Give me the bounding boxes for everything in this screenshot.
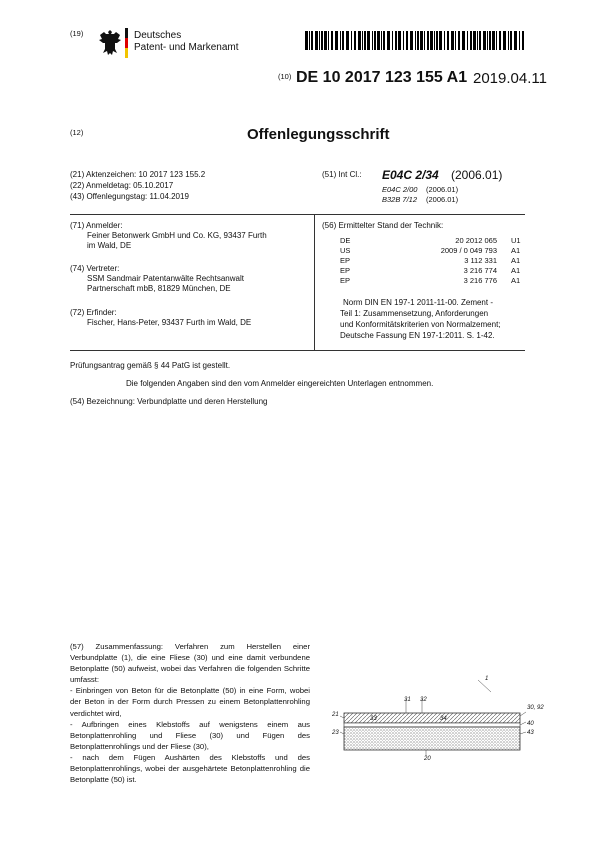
- barcode-bar: [342, 31, 344, 50]
- flag-black: [125, 28, 128, 38]
- barcode-bar: [479, 31, 481, 50]
- barcode-bar: [430, 31, 433, 50]
- barcode-bar: [354, 31, 356, 50]
- barcode-bar: [420, 31, 423, 50]
- concrete-slab: [344, 727, 520, 750]
- field-43: (43) Offenlegungstag: 11.04.2019: [70, 192, 189, 201]
- code-10: (10): [278, 72, 292, 81]
- barcode-bar: [321, 31, 323, 50]
- citation-kind: A1: [511, 256, 521, 265]
- ipc-2-date: (2006.01): [426, 185, 459, 194]
- publication-date: 2019.04.11: [473, 70, 547, 87]
- ref-label-1: 1: [485, 676, 489, 682]
- barcode-bar: [473, 31, 476, 50]
- box-bottom-rule: [70, 350, 525, 351]
- barcode-bar: [483, 31, 486, 50]
- barcode-bar: [462, 31, 465, 50]
- abstract: [70, 641, 310, 785]
- barcode-bar: [427, 31, 429, 50]
- npl-line3: und Konformitätskriterien von Normalzement;: [340, 320, 501, 329]
- barcode-bar: [305, 31, 308, 50]
- citation-country: EP: [340, 266, 351, 275]
- barcode-bar: [406, 31, 408, 50]
- inventor-line1: Fischer, Hans-Peter, 93437 Furth im Wald, DE: [87, 318, 252, 327]
- representative-line1: SSM Sandmair Patentanwälte Rechtsanwalt: [87, 274, 244, 283]
- citation-kind: A1: [511, 246, 521, 255]
- citation-number: 3 216 776: [463, 276, 497, 285]
- citation-kind: U1: [511, 236, 521, 245]
- applicant-line1: Feiner Betonwerk GmbH und Co. KG, 93437 Furth: [87, 231, 267, 240]
- npl-line1: Norm DIN EN 197-1 2011-11-00. Zement -: [343, 298, 493, 307]
- document-type-title: Offenlegungsschrift: [247, 126, 390, 143]
- ref-label-20: 20: [424, 756, 431, 762]
- barcode-bar: [487, 31, 488, 50]
- barcode-bar: [346, 31, 349, 50]
- office-name-line2: Patent- und Markenamt: [134, 42, 239, 53]
- barcode-bar: [434, 31, 435, 50]
- patent-drawing-figure: [326, 672, 548, 780]
- barcode-bar: [340, 31, 341, 50]
- field-71-label: (71) Anmelder:: [70, 221, 123, 230]
- federal-eagle-icon: [99, 30, 121, 55]
- barcode-bars: [305, 31, 524, 50]
- adhesive-layer: [344, 723, 520, 727]
- citation-number: 3 216 774: [463, 266, 497, 275]
- abstract-step-3: - nach dem Fügen Aushärten des Klebstoffs und des Betonplattenrohlings, wobei der ausgehärtete Betonplattenrohling die Betonplatte (50) ist.: [70, 752, 310, 785]
- code-19: (19): [70, 29, 84, 38]
- code-12: (12): [70, 128, 84, 137]
- office-name-line1: Deutsches: [134, 30, 182, 41]
- barcode-bar: [372, 31, 373, 50]
- citation-number: 3 112 331: [464, 256, 497, 265]
- ref-label-21: 21: [332, 712, 339, 718]
- barcode-bar: [374, 31, 376, 50]
- box-divider: [314, 214, 315, 351]
- barcode-bar: [514, 31, 517, 50]
- barcode-bar: [364, 31, 366, 50]
- citation-country: DE: [340, 236, 351, 245]
- barcode-bar: [395, 31, 397, 50]
- citation-country: EP: [340, 276, 351, 285]
- barcode-bar: [477, 31, 478, 50]
- barcode-bar: [403, 31, 404, 50]
- barcode-bar: [392, 31, 393, 50]
- barcode-bar: [455, 31, 456, 50]
- barcode-bar: [311, 31, 313, 50]
- barcode-bar: [451, 31, 454, 50]
- barcode-bar: [436, 31, 438, 50]
- citation-number: 2009 / 0 049 793: [440, 246, 497, 255]
- barcode-bar: [458, 31, 460, 50]
- abstract-step-2: - Aufbringen eines Klebstoffs auf wenigstens einem aus Betonplattenrohling und Fliese (30) und Fügen des Betonplattenrohlings und der Fliese (30),: [70, 719, 310, 751]
- ipc-3-code: B32B 7/12: [382, 195, 418, 204]
- barcode-bar: [309, 31, 310, 50]
- ref-label-43: 43: [527, 730, 534, 736]
- ref-label-33: 33: [370, 716, 377, 722]
- barcode-bar: [424, 31, 425, 50]
- barcode-bar: [319, 31, 320, 50]
- ref-label-23: 23: [332, 730, 339, 736]
- barcode-bar: [519, 31, 520, 50]
- barcode-bar: [398, 31, 401, 50]
- barcode-bar: [492, 31, 495, 50]
- ref-label-40: 40: [527, 721, 534, 727]
- ipc-3-date: (2006.01): [426, 195, 459, 204]
- box-top-rule: [70, 214, 525, 215]
- barcode-bar: [417, 31, 419, 50]
- field-54-title: (54) Bezeichnung: Verbundplatte und deren Herstellung: [70, 397, 268, 406]
- applicant-line2: im Wald, DE: [87, 241, 132, 250]
- applicant-info-note: Die folgenden Angaben sind den vom Anmelder eingereichten Unterlagen entnommen.: [126, 379, 434, 388]
- npl-line4: Deutsche Fassung EN 197-1:2011. S. 1-42.: [340, 331, 495, 340]
- ipc-2-code: E04C 2/00: [382, 185, 418, 194]
- field-51-label: (51) Int Cl.:: [322, 170, 362, 179]
- barcode-bar: [510, 31, 512, 50]
- barcode-bar: [335, 31, 338, 50]
- barcode-bar: [377, 31, 380, 50]
- barcode-bar: [362, 31, 363, 50]
- citation-kind: A1: [511, 266, 521, 275]
- abstract-step-1: - Einbringen von Beton für die Betonplatte (50) in eine Form, wobei der Beton in der Form durch Pressen zu einem Betonplattenrohling verdichtet wird,: [70, 686, 310, 718]
- flag-red: [125, 38, 128, 48]
- barcode-bar: [415, 31, 416, 50]
- ref-label-34: 34: [440, 716, 447, 722]
- barcode-bar: [331, 31, 333, 50]
- barcode-bar: [315, 31, 318, 50]
- barcode-bar: [489, 31, 491, 50]
- ref-label-32: 32: [420, 697, 427, 703]
- citation-country: EP: [340, 256, 351, 265]
- barcode-bar: [324, 31, 327, 50]
- ref-label-31: 31: [404, 697, 411, 703]
- barcode-bar: [367, 31, 370, 50]
- barcode-bar: [499, 31, 501, 50]
- publication-number: DE 10 2017 123 155 A1: [296, 69, 468, 86]
- abstract-intro: (57) Zusammenfassung: Verfahren zum Herstellen einer Verbundplatte (1), die eine Fliese (30) und eine damit verbundene Betonplatte (50) aufweist, wobei das Verfahren die folgenden Schritte umfasst:: [70, 642, 310, 685]
- barcode-bar: [447, 31, 449, 50]
- barcode-bar: [503, 31, 506, 50]
- ipc-main: E04C 2/34: [382, 168, 439, 182]
- examination-request-note: Prüfungsantrag gemäß § 44 PatG ist gestellt.: [70, 361, 231, 370]
- barcode-bar: [358, 31, 361, 50]
- barcode-bar: [387, 31, 390, 50]
- citation-country: US: [340, 246, 351, 255]
- citation-kind: A1: [511, 276, 521, 285]
- field-72-label: (72) Erfinder:: [70, 308, 117, 317]
- field-22: (22) Anmeldetag: 05.10.2017: [70, 181, 174, 190]
- barcode-bar: [383, 31, 385, 50]
- ref-label-30-92: 30, 92: [527, 705, 544, 711]
- barcode: [305, 31, 527, 50]
- barcode-bar: [508, 31, 509, 50]
- barcode-bar: [328, 31, 329, 50]
- barcode-bar: [410, 31, 413, 50]
- barcode-bar: [439, 31, 442, 50]
- citation-number: 20 2012 065: [455, 236, 497, 245]
- field-21: (21) Aktenzeichen: 10 2017 123 155.2: [70, 170, 206, 179]
- representative-line2: Partnerschaft mbB, 81829 München, DE: [87, 284, 231, 293]
- barcode-bar: [351, 31, 352, 50]
- barcode-bar: [470, 31, 472, 50]
- barcode-bar: [381, 31, 382, 50]
- barcode-bar: [522, 31, 524, 50]
- barcode-bar: [467, 31, 468, 50]
- barcode-bar: [496, 31, 497, 50]
- barcode-bar: [444, 31, 445, 50]
- flag-gold: [125, 48, 128, 58]
- field-74-label: (74) Vertreter:: [70, 264, 120, 273]
- eagle-emblem: [97, 27, 123, 61]
- npl-line2: Teil 1: Zusammensetzung, Anforderungen: [340, 309, 489, 318]
- ipc-main-date: (2006.01): [451, 168, 503, 182]
- field-56-label: (56) Ermittelter Stand der Technik:: [322, 221, 444, 230]
